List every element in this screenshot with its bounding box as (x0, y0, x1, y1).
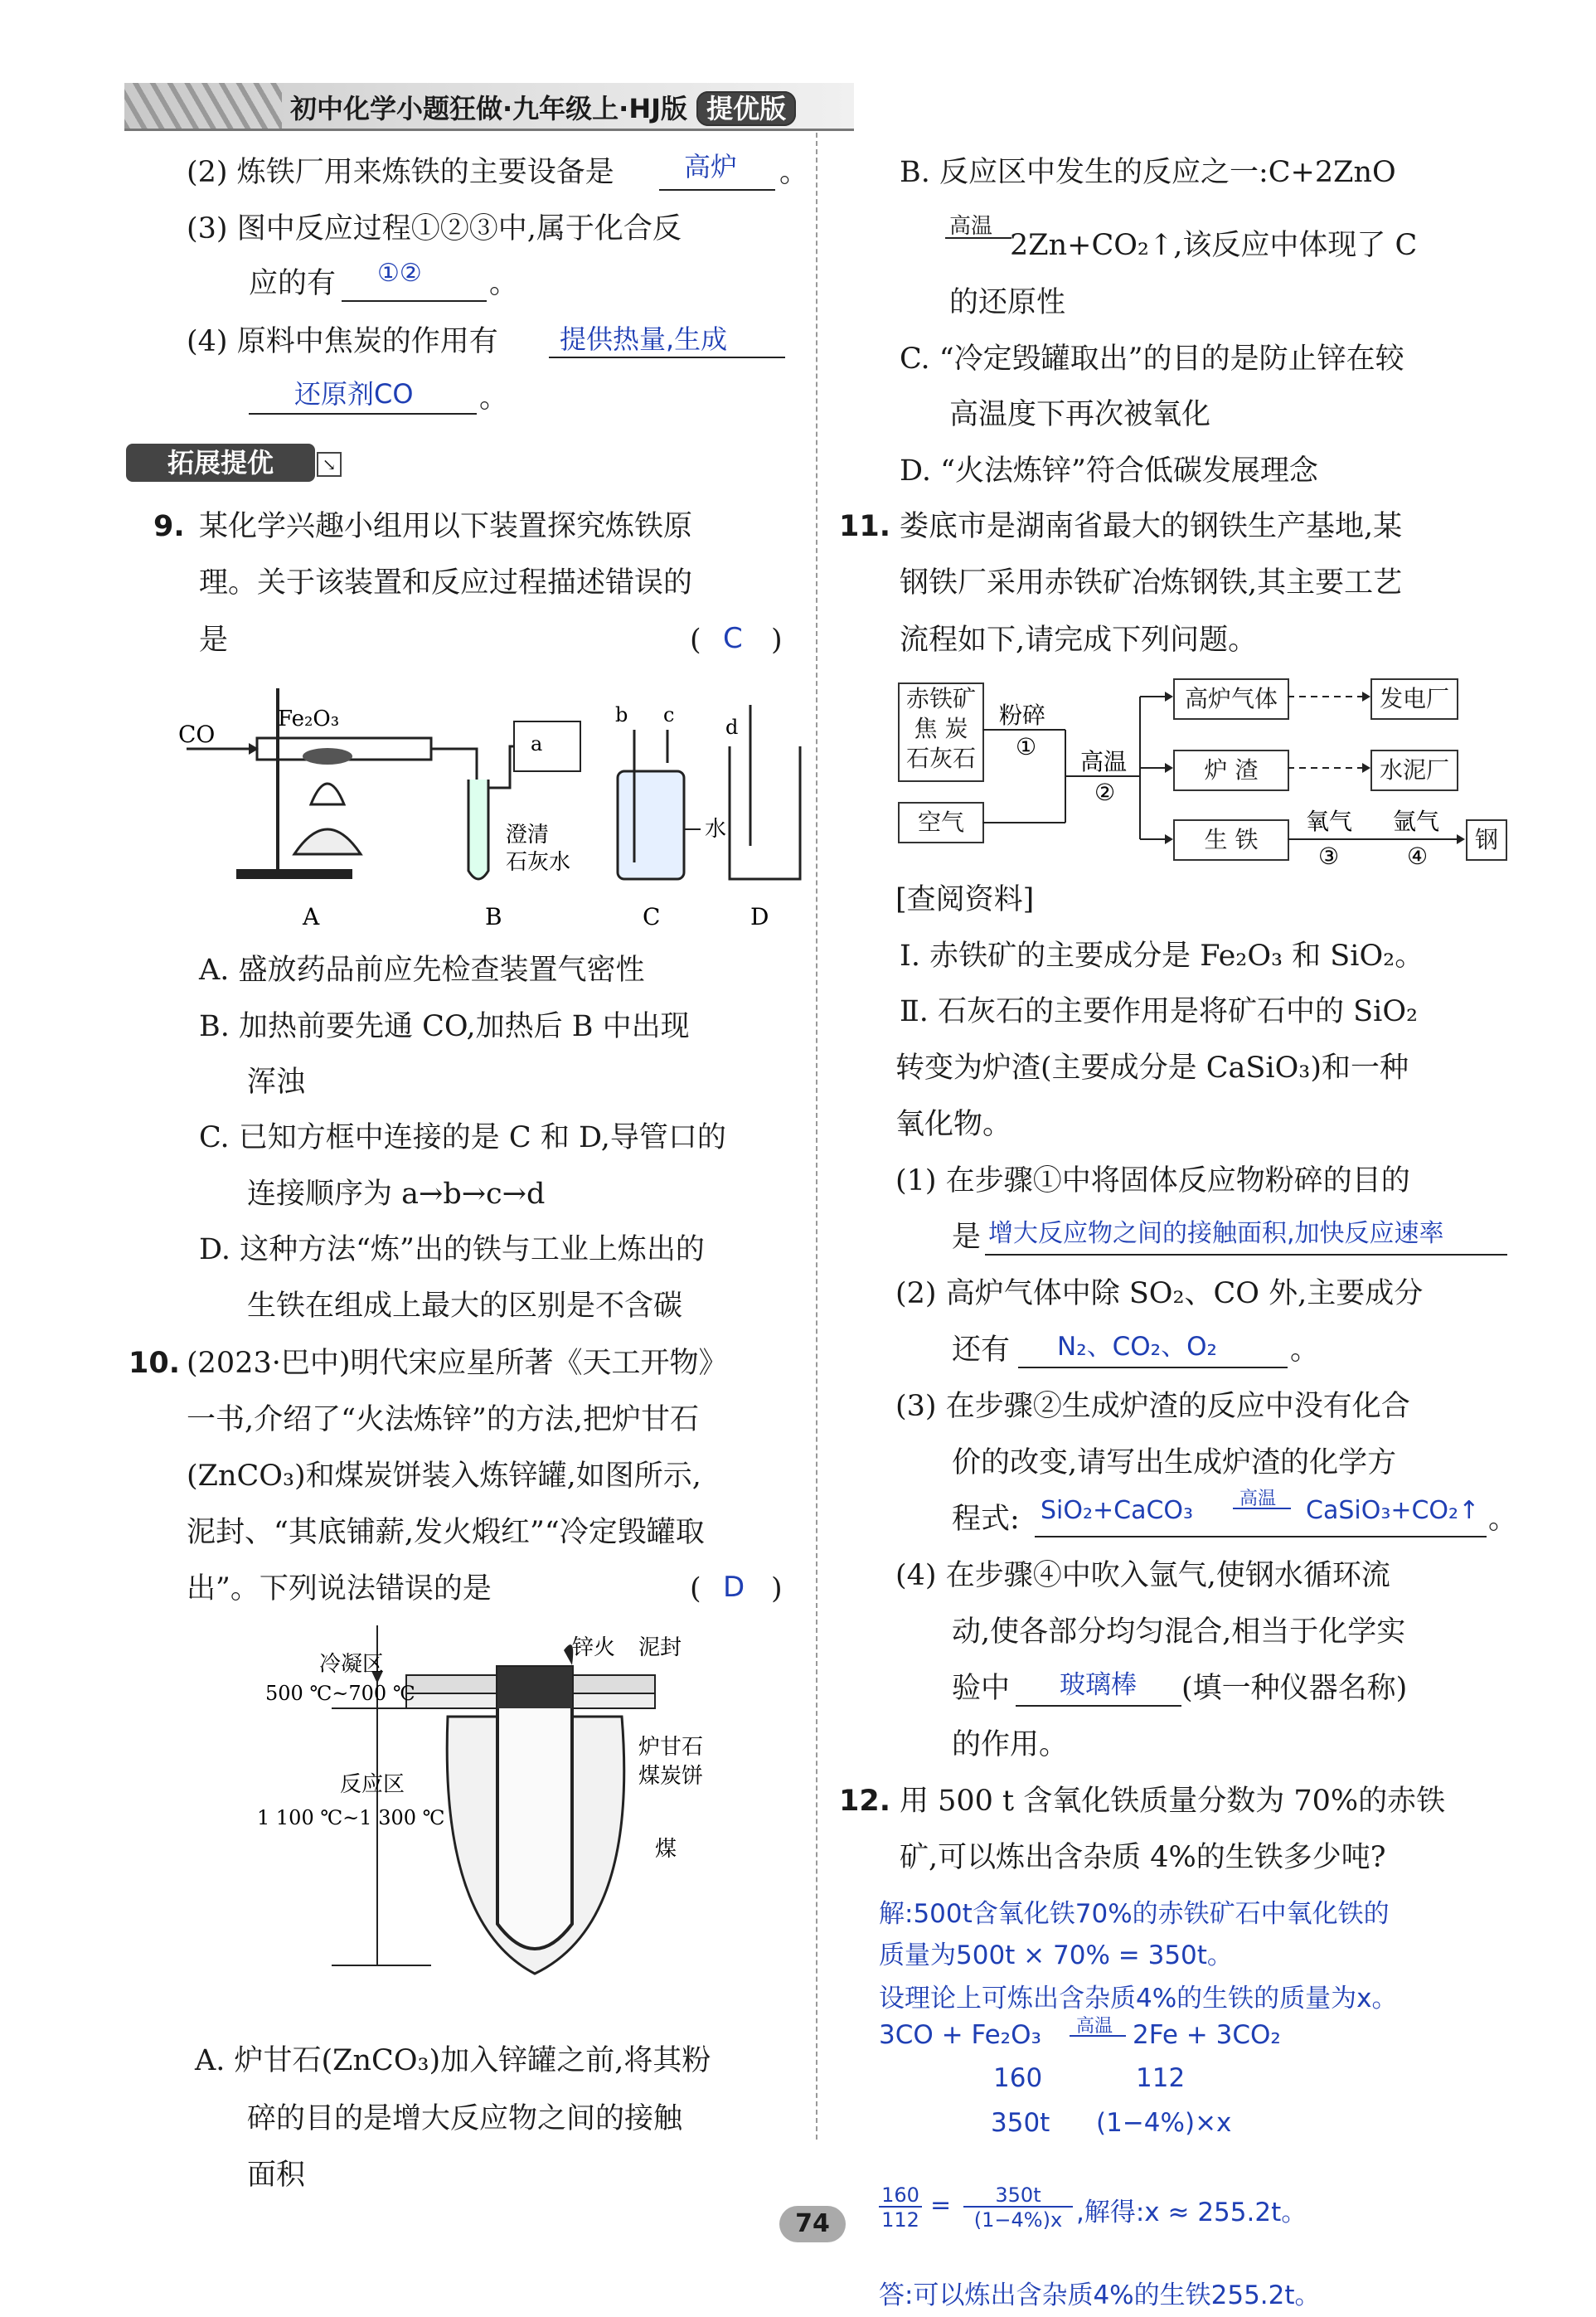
air-box: 空气 (898, 802, 984, 843)
flame-icon (311, 784, 344, 804)
q10-line4: 泥封、“其底铺薪,发火煅红”“冷定毁罐取 (187, 1516, 705, 1549)
column-divider (816, 133, 817, 2140)
arrow-gas-head-icon (1165, 692, 1173, 702)
q9-number: 9. (153, 510, 185, 543)
q11-p4-1: (4) 在步骤④中吹入氩气,使钢水循环流 (895, 1559, 1390, 1592)
label-step3: ③ (1318, 843, 1340, 870)
test-tube-b (468, 780, 488, 879)
q11-p4-4: 的作用。 (952, 1728, 1069, 1761)
q3-end: 。 (489, 267, 519, 300)
q12-value-1: 350t (991, 2108, 1050, 2138)
q11-p3-1: (3) 在步骤②生成炉渣的反应中没有化合 (895, 1390, 1410, 1423)
q3-line2: 应的有 (249, 267, 337, 300)
q12-eq-cond: 高温 (1076, 2016, 1113, 2037)
q11-p3-3: 程式: (952, 1503, 1020, 1536)
q9-opt-b1: B. 加热前要先通 CO,加热后 B 中出现 (199, 1010, 690, 1043)
q10-number: 10. (129, 1347, 181, 1380)
crucible (497, 1667, 572, 1949)
q11-p1-1: (1) 在步骤①中将固体反应物粉碎的目的 (895, 1164, 1410, 1197)
label-react-temp: 1 100 ℃~1 300 ℃ (257, 1806, 445, 1829)
q10-zinc-furnace-figure (249, 1625, 763, 1990)
arrow-slag-head-icon (1165, 763, 1173, 773)
q11-p4-answer: 玻璃棒 (1060, 1670, 1137, 1700)
label-step4: ④ (1407, 843, 1429, 870)
q9-opt-c2: 连接顺序为 a→b→c→d (247, 1178, 546, 1211)
q10-opt-d: D. “火法炼锌”符合低碳发展理念 (900, 454, 1318, 488)
q10-line2: 一书,介绍了“火法炼锌”的方法,把炉甘石 (187, 1403, 700, 1436)
q12-frac1-den: 112 (881, 2208, 919, 2232)
arrow-steel-head-icon (1457, 834, 1465, 844)
label-step1: ① (1016, 733, 1037, 760)
label-B: B (485, 903, 502, 930)
q9-opt-b2: 浑浊 (247, 1066, 306, 1099)
q4-blank1 (549, 357, 785, 358)
ref-2-2: 转变为炉渣(主要成分是 CaSiO₃)和一种 (895, 1052, 1409, 1085)
ref-2-1: Ⅱ. 石灰石的主要作用是将矿石中的 SiO₂ (900, 995, 1419, 1028)
label-c: c (663, 703, 675, 726)
q4-end: 。 (479, 381, 509, 415)
q9-opt-d1: D. 这种方法“炼”出的铁与工业上炼出的 (199, 1233, 705, 1266)
q12-eq-right: 2Fe + 3CO₂ (1133, 2020, 1281, 2050)
q11-line2: 钢铁厂采用赤铁矿冶炼钢铁,其主要工艺 (900, 566, 1403, 600)
label-d: d (725, 716, 739, 739)
ref-1: Ⅰ. 赤铁矿的主要成分是 Fe₂O₃ 和 SiO₂。 (900, 940, 1424, 973)
q11-p2-blank (1018, 1367, 1288, 1368)
q4-answer2: 还原剂CO (294, 378, 414, 410)
section-tag: 拓展提优 (126, 444, 315, 482)
q11-p1-blank (985, 1254, 1507, 1256)
q10-paren-open: ( (690, 1572, 701, 1605)
q12-equals: = (930, 2191, 952, 2220)
q11-p3-answer-left: SiO₂+CaCO₃ (1041, 1496, 1194, 1525)
q11-line1: 娄底市是湖南省最大的钢铁生产基地,某 (900, 510, 1403, 543)
q11-p4-blank (1016, 1705, 1181, 1707)
label-limewater-1: 澄清 (506, 823, 550, 848)
power-plant-box: 发电厂 (1370, 678, 1458, 720)
edition-badge: 提优版 (696, 91, 796, 126)
q11-p2-answer: N₂、CO₂、O₂ (1057, 1332, 1217, 1362)
q10-answer: D (723, 1571, 745, 1604)
q10-opt-b1: B. 反应区中发生的反应之一:C+2ZnO (900, 156, 1396, 189)
q9-line3: 是 (199, 624, 229, 657)
q10-opt-a2: 碎的目的是增大反应物之间的接触 (247, 2102, 683, 2135)
arrow-power-head-icon (1362, 692, 1370, 702)
q11-line3: 流程如下,请完成下列问题。 (900, 624, 1258, 657)
q4-answer1: 提供热量,生成 (560, 323, 728, 355)
label-a: a (531, 732, 543, 755)
label-b: b (615, 703, 628, 726)
q10-opt-c2: 高温度下再次被氧化 (949, 398, 1211, 431)
raw-materials-box (898, 682, 984, 782)
q12-line2: 矿,可以炼出含杂质 4%的生铁多少吨? (900, 1841, 1386, 1874)
q11-p4-2: 动,使各部分均匀混合,相当于化学实 (952, 1615, 1406, 1649)
q9-paren-close: ) (771, 624, 783, 657)
label-fire: 锌火 (572, 1635, 616, 1660)
q9-apparatus-figure (178, 680, 808, 937)
burner-lamp (294, 829, 361, 854)
q11-p3-cond: 高温 (1239, 1489, 1277, 1509)
stand-base (236, 869, 352, 879)
blast-gas-box: 高炉气体 (1173, 678, 1289, 720)
fe2o3-sample (303, 748, 352, 765)
q10-opt-c1: C. “冷定毁罐取出”的目的是防止锌在较 (900, 342, 1404, 376)
label-co: CO (178, 721, 216, 748)
q10-line1: (2023·巴中)明代宋应星所著《天工开物》 (187, 1347, 728, 1380)
q11-p2-2: 还有 (952, 1333, 1011, 1367)
q10-opt-b-cond: 高温 (949, 214, 993, 239)
pig-iron-box: 生 铁 (1173, 819, 1289, 861)
label-coalcake: 煤炭饼 (638, 1764, 704, 1789)
q11-p1-2: 是 (952, 1221, 982, 1254)
q11-p3-answer-right: CaSiO₃+CO₂↑ (1306, 1496, 1480, 1525)
header-title (290, 88, 796, 126)
tube-b-outlet (488, 746, 514, 788)
label-A: A (303, 903, 320, 930)
label-argon: 氩气 (1393, 808, 1440, 835)
q12-sol-1: 解:500t含氧化铁70%的赤铁矿石中氧化铁的 (879, 1899, 1390, 1929)
flow-arrows (982, 680, 1472, 871)
q2-answer: 高炉 (684, 151, 738, 182)
q11-p1-answer: 增大反应物之间的接触面积,加快反应速率 (988, 1219, 1444, 1248)
label-fe2o3: Fe₂O₃ (278, 707, 340, 731)
q2-blank (659, 189, 775, 191)
q9-opt-a: A. 盛放药品前应先检查装置气密性 (199, 954, 645, 987)
label-water: 水 (705, 817, 727, 842)
label-limewater-2: 石灰水 (506, 850, 571, 875)
q12-sol-2: 质量为500t × 70% = 350t。 (879, 1941, 1233, 1970)
q11-p2-1: (2) 高炉气体中除 SO₂、CO 外,主要成分 (895, 1277, 1424, 1310)
connection-box (514, 721, 580, 771)
q12-frac2-bar (963, 2206, 1073, 2208)
label-C: C (643, 903, 661, 930)
q10-line3: (ZnCO₃)和煤炭饼装入炼锌罐,如图所示, (187, 1460, 701, 1493)
q10-paren-close: ) (771, 1572, 783, 1605)
q3-blank (342, 300, 487, 302)
arrow-iron-head-icon (1165, 834, 1173, 844)
q12-answer: 答:可以炼出含杂质4%的生铁255.2t。 (879, 2281, 1321, 2310)
q4-text: (4) 原料中焦炭的作用有 (187, 325, 498, 358)
q12-mass-2: 112 (1136, 2063, 1186, 2093)
q9-line1: 某化学兴趣小组用以下装置探究炼铁原 (199, 510, 693, 543)
q12-frac1-bar (879, 2206, 922, 2208)
q3-line1: (3) 图中反应过程①②③中,属于化合反 (187, 212, 682, 245)
q12-frac1-num: 160 (881, 2183, 919, 2207)
raw-coke: 焦 炭 (914, 715, 968, 742)
q9-answer: C (723, 622, 743, 655)
label-oxygen: 氧气 (1306, 808, 1353, 835)
bottle-c (618, 771, 684, 879)
q11-p2-end: 。 (1290, 1333, 1320, 1367)
q10-opt-a3: 面积 (247, 2159, 306, 2192)
raw-hematite: 赤铁矿 (905, 685, 976, 712)
q11-p4-3b: (填一种仪器名称) (1181, 1672, 1408, 1705)
label-D: D (750, 903, 769, 930)
label-cool-temp: 500 ℃~700 ℃ (265, 1682, 415, 1705)
q10-opt-b-bar (945, 237, 1011, 239)
header-stripes (124, 83, 282, 129)
q12-eq-left: 3CO + Fe₂O₃ (879, 2020, 1041, 2050)
q10-opt-b3: 的还原性 (949, 286, 1066, 319)
q4-blank2 (249, 413, 477, 415)
label-step2: ② (1094, 779, 1116, 806)
ref-title: [查阅资料] (895, 883, 1035, 916)
q12-line1: 用 500 t 含氧化铁质量分数为 70%的赤铁 (900, 1785, 1446, 1818)
q11-p3-blank (1035, 1536, 1487, 1537)
q12-sol-3: 设理论上可炼出含杂质4%的生铁的质量为x。 (879, 1984, 1398, 2013)
q12-number: 12. (839, 1785, 891, 1818)
q2-end: 。 (779, 156, 809, 189)
q12-eq-bar (1070, 2035, 1126, 2037)
q10-opt-b2: 2Zn+CO₂↑,该反应中体现了 C (1010, 229, 1418, 262)
q12-mass-1: 160 (993, 2063, 1043, 2093)
q12-frac2-den: (1−4%)x (973, 2208, 1063, 2232)
label-cool-zone: 冷凝区 (319, 1652, 385, 1677)
label-react-zone: 反应区 (340, 1772, 405, 1797)
q12-value-2: (1−4%)×x (1096, 2108, 1232, 2138)
q9-opt-d2: 生铁在组成上最大的区别是不含碳 (247, 1290, 683, 1323)
q11-p3-2: 价的改变,请写出生成炉渣的化学方 (952, 1446, 1397, 1479)
label-hightemp: 高温 (1080, 748, 1128, 775)
label-seal: 泥封 (638, 1635, 682, 1660)
slag-box: 炉 渣 (1173, 750, 1289, 791)
q11-number: 11. (839, 510, 891, 543)
q10-opt-a1: A. 炉甘石(ZnCO₃)加入锌罐之前,将其粉 (195, 2044, 711, 2077)
q12-result: ,解得:x ≈ 255.2t。 (1076, 2198, 1307, 2227)
label-crush: 粉碎 (999, 702, 1046, 729)
q2-text: (2) 炼铁厂用来炼铁的主要设备是 (187, 156, 614, 189)
steel-box: 钢 (1466, 819, 1507, 861)
q11-p4-3: 验中 (952, 1672, 1011, 1705)
label-coal: 煤 (655, 1837, 677, 1862)
q9-opt-c1: C. 已知方框中连接的是 C 和 D,导管口的 (199, 1121, 726, 1154)
page-number: 74 (779, 2206, 846, 2242)
ref-2-3: 氧化物。 (895, 1108, 1012, 1141)
q9-paren-open: ( (690, 624, 701, 657)
cement-plant-box: 水泥厂 (1370, 750, 1458, 791)
q9-line2: 理。关于该装置和反应过程描述错误的 (199, 566, 693, 600)
q3-answer: ①② (377, 259, 422, 288)
q11-p3-bar (1233, 1508, 1291, 1509)
arrow-cement-head-icon (1362, 763, 1370, 773)
q11-p3-end: 。 (1488, 1503, 1518, 1536)
q10-line5: 出”。下列说法错误的是 (187, 1572, 492, 1605)
condensing-top (497, 1667, 572, 1708)
label-ore: 炉甘石 (638, 1735, 704, 1760)
raw-limestone: 石灰石 (905, 745, 976, 772)
q12-frac2-num: 350t (995, 2183, 1041, 2207)
beaker-d (730, 746, 800, 879)
tag-arrow-icon: ↘ (317, 452, 342, 477)
header-title-text: 初中化学小题狂做·九年级上·HJ版 (290, 93, 688, 124)
